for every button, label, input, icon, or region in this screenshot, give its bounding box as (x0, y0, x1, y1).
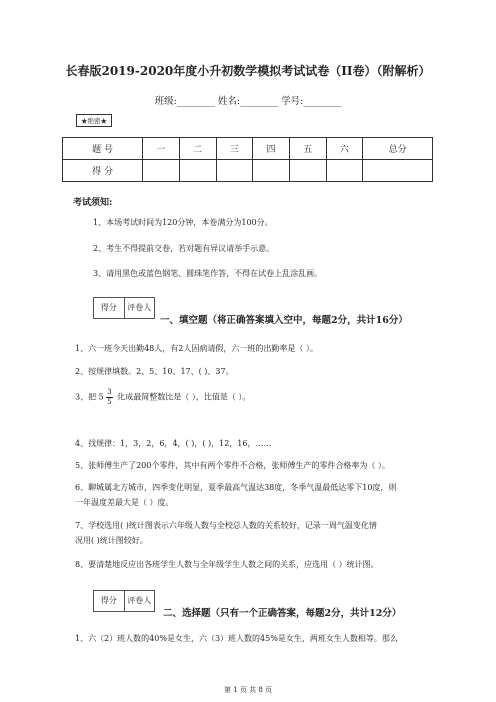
grader-box (93, 590, 155, 612)
mixed-number-whole: 5 (98, 392, 104, 402)
notice-item: 2、考生不得提前交卷，若对题有异议请举手示意。 (93, 244, 275, 253)
question: 5、张师傅生产了200个零件，其中有两个零件不合格，张师傅生产的零件合格率为（ ）。 (75, 461, 390, 470)
question-continued: 一年温度差最大是（ ）度。 (75, 498, 174, 507)
grader-reviewer-label: 评卷人 (127, 303, 152, 312)
fraction-numerator: 3 (107, 388, 112, 396)
question: 1、六一班今天出勤48人，有2人因病请假，六一班的出勤率是（ ）。 (75, 344, 318, 353)
score-header-cell: 一 (143, 138, 180, 160)
score-table-row (63, 160, 433, 182)
question-continued: 况用( )统计图较好。 (75, 536, 148, 545)
question: 1、六（2）班人数的40%是女生，六（3）班人数的45%是女生，两班女生人数相等。那么 (75, 634, 398, 643)
student-info-line: 班级:________ 姓名:________ 学号:________ (154, 96, 342, 107)
section-title: 一、填空题（将正确答案填入空中，每题2分，共计16分） (160, 315, 408, 326)
fraction (106, 388, 112, 407)
question: 7、学校选用( )统计图表示六年级人数与全校总人数的关系较好，记录一周气温变化情 (75, 521, 377, 530)
score-cell[interactable] (179, 160, 216, 182)
score-cell[interactable] (216, 160, 253, 182)
question (75, 388, 250, 407)
notice-item: 3、请用黑色或蓝色钢笔、圆珠笔作答，不得在试卷上乱涂乱画。 (93, 269, 323, 278)
score-header-cell: 题 号 (63, 138, 143, 160)
question-suffix: 化成最简整数比是（ ），比值是（ ）。 (117, 392, 251, 402)
score-row-label: 得 分 (63, 160, 143, 182)
score-header-cell: 五 (289, 138, 326, 160)
fraction-denominator: 5 (107, 398, 112, 406)
score-header-cell: 六 (326, 138, 363, 160)
score-cell[interactable] (363, 160, 433, 182)
score-header-cell: 二 (179, 138, 216, 160)
question: 8、要清楚地反应出各班学生人数与全年级学生人数之间的关系，应选用（ ）统计图。 (75, 560, 379, 569)
question: 2、按规律填数。2、5、10、17、( )、37。 (75, 367, 234, 376)
question: 6、聊城属北方城市，四季变化明显，夏季最高气温达38度，冬季气温最低达零下10度，则 (75, 483, 397, 492)
score-header-cell: 总分 (363, 138, 433, 160)
score-cell[interactable] (289, 160, 326, 182)
score-header-cell: 三 (216, 138, 253, 160)
notice-heading: 考试须知: (73, 198, 113, 208)
grader-reviewer-label: 评卷人 (127, 596, 152, 605)
question: 4、找规律：1，3，2，6，4，( )，( )，12，16，…… (75, 439, 272, 448)
grader-score-label: 得分 (94, 298, 125, 318)
grader-score-label: 得分 (94, 591, 125, 611)
score-cell[interactable] (253, 160, 290, 182)
score-cell[interactable] (326, 160, 363, 182)
notice-item: 1、本场考试时间为120分钟，本卷满分为100分。 (93, 218, 273, 227)
grader-box (93, 297, 155, 319)
score-header-cell: 四 (253, 138, 290, 160)
question-prefix: 3、把 (75, 392, 97, 402)
score-table-header-row (63, 138, 433, 160)
score-cell[interactable] (143, 160, 180, 182)
confidential-tag: ★绝密★ (76, 114, 112, 127)
score-table (62, 137, 433, 182)
document-title: 长春版2019-2020年度小升初数学模拟考试试卷（II卷）（附解析） (65, 64, 431, 78)
section-title: 二、选择题（只有一个正确答案，每题2分，共计12分） (163, 608, 402, 619)
page-footer: 第 1 页 共 8 页 (223, 686, 273, 694)
